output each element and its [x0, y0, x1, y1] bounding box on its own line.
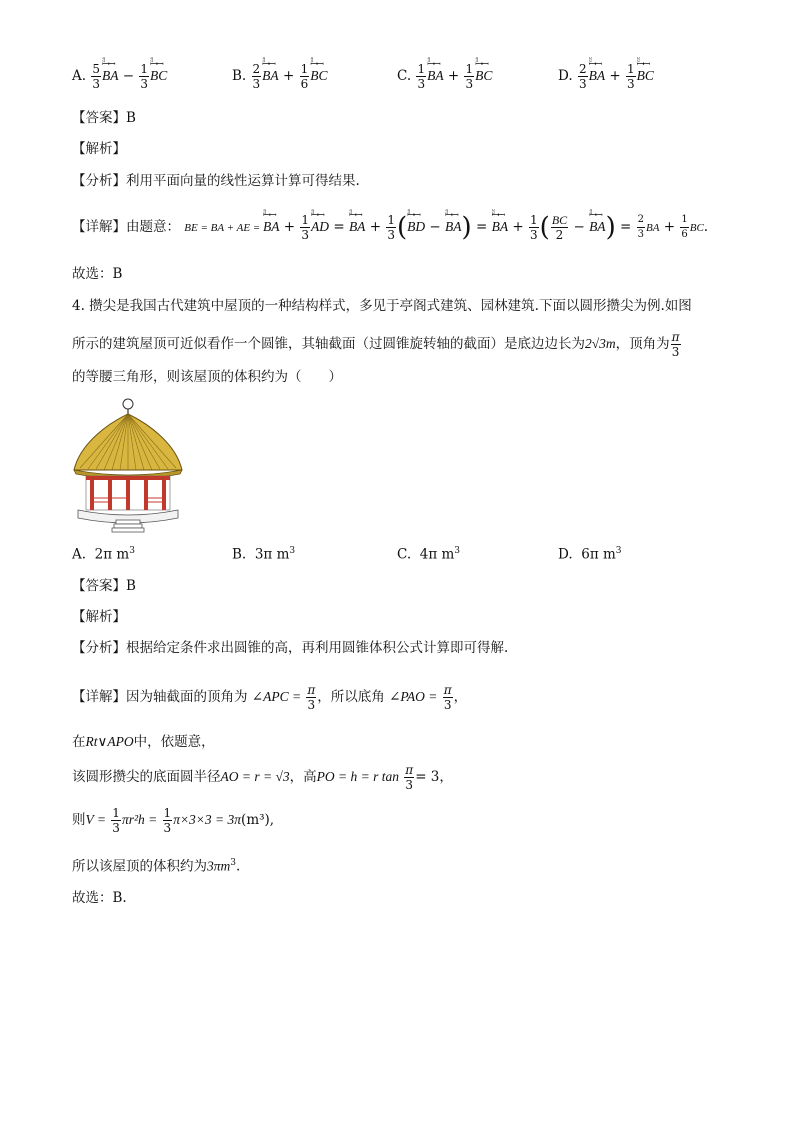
q4-choose: 故选：B. — [72, 890, 127, 906]
q4-xiangjie-line4: 则V = $\frac{1}{3}$ πr²h = $\frac{1}{3}$ π×3×3 = 3π(m³), — [72, 806, 275, 835]
q3-xiangjie: 【详解】由题意： BE = BA + AE = ⷰⷰ ꟷꟷ BA + $\frac{1}{3}$ ⷰⷰ ꟷꟷ AD = ⷰⷰ ꟷꟷ BA + $\frac{1}{3}$ ( ⷰⷰ ꟷꟷ BD − ⷰⷰ ꟷꟷ BA) = ⷰⷰ ꟷꟷ BA + $\frac{1}{3}$ ( $\frac{BC}{2}$ − ⷰⷰ ꟷꟷ BA) = $\frac{2}{3}$ BA + $\frac{1}{6}$ BC. — [72, 212, 708, 243]
vector-ba: ⷰⷰ ꟷꟷ BA — [427, 68, 444, 84]
vector-bc: ⷰⷰ ꟷꟷ BC — [150, 68, 167, 84]
q3-option-c[interactable]: C. $\frac{1}{3}$ ⷰⷰ ꟷꟷ BA + $\frac{1}{3}$ ⷰⷰ ꟷꟷ BC — [397, 62, 492, 91]
q3-options — [72, 62, 732, 102]
q4-fenxi: 【分析】根据给定条件求出圆锥的高，再利用圆锥体积公式计算即可得解. — [72, 640, 509, 656]
q4-option-b[interactable]: B. 3π $m^3$ — [232, 546, 296, 563]
q4-xiangjie-line3: 该圆形攒尖的底面圆半径AO = r = √3，高PO = h = r tan $\frac{\pi}{3}$ = 3， — [72, 763, 453, 792]
vector-bc: ⷰⷰ ꟷꟷ BC — [637, 68, 654, 84]
vector-ba: ⷰⷰ ꟷꟷ BA — [589, 68, 606, 84]
q3-answer: 【答案】B — [72, 110, 136, 126]
pavilion-figure — [72, 396, 184, 536]
q4-stem-line3: 的等腰三角形，则该屋顶的体积约为（ ） — [72, 369, 342, 385]
q4-stem-line2: 所示的建筑屋顶可近似看作一个圆锥，其轴截面（过圆锥旋转轴的截面）是底边边长为2√3m，顶角为 $\frac{\pi}{3}$ — [72, 330, 680, 359]
vector-ba: ⷰⷰ ꟷꟷ BA — [102, 68, 119, 84]
q4-xiangjie-line5: 所以该屋顶的体积约为$3\pi m^3$. — [72, 858, 241, 875]
vector-ba: ⷰⷰ ꟷꟷ BA — [262, 68, 279, 84]
q4-options — [72, 546, 732, 568]
q3-option-a[interactable]: A. $\frac{5}{3}$ ⷰⷰ ꟷꟷ BA − $\frac{1}{3}$ ⷰⷰ ꟷꟷ BC — [72, 62, 167, 91]
q4-xiangjie-line1: 【详解】因为轴截面的顶角为 ∠APC = $\frac{\pi}{3}$ ，所以底角 ∠PAO = $\frac{\pi}{3}$ ， — [72, 683, 468, 712]
q3-option-d[interactable]: D. $\frac{2}{3}$ ⷰⷰ ꟷꟷ BA + $\frac{1}{3}$ ⷰⷰ ꟷꟷ BC — [558, 62, 654, 91]
q4-analysis-heading: 【解析】 — [72, 609, 126, 625]
pavilion-illustration — [72, 396, 184, 536]
q4-stem-line1: 4. 攒尖是我国古代建筑中屋顶的一种结构样式，多见于亭阁式建筑、园林建筑.下面以圆形攒尖为例.如图 — [72, 298, 692, 314]
q4-answer: 【答案】B — [72, 578, 136, 594]
q3-analysis-heading: 【解析】 — [72, 141, 126, 157]
q4-option-d[interactable]: D. 6π $m^3$ — [558, 546, 622, 563]
q4-option-a[interactable]: A. 2π $m^3$ — [72, 546, 135, 563]
q3-fenxi: 【分析】利用平面向量的线性运算计算可得结果. — [72, 173, 360, 189]
vector-bc: ⷰⷰ ꟷꟷ BC — [475, 68, 492, 84]
q4-xiangjie-line2: 在Rt∨APO中，依题意， — [72, 734, 215, 750]
vector-bc: ⷰⷰ ꟷꟷ BC — [310, 68, 327, 84]
q4-option-c[interactable]: C. 4π $m^3$ — [397, 546, 461, 563]
q3-choose: 故选：B — [72, 266, 123, 282]
q3-option-b[interactable]: B. $\frac{2}{3}$ ⷰⷰ ꟷꟷ BA + $\frac{1}{6}$ ⷰⷰ ꟷꟷ BC — [232, 62, 327, 91]
